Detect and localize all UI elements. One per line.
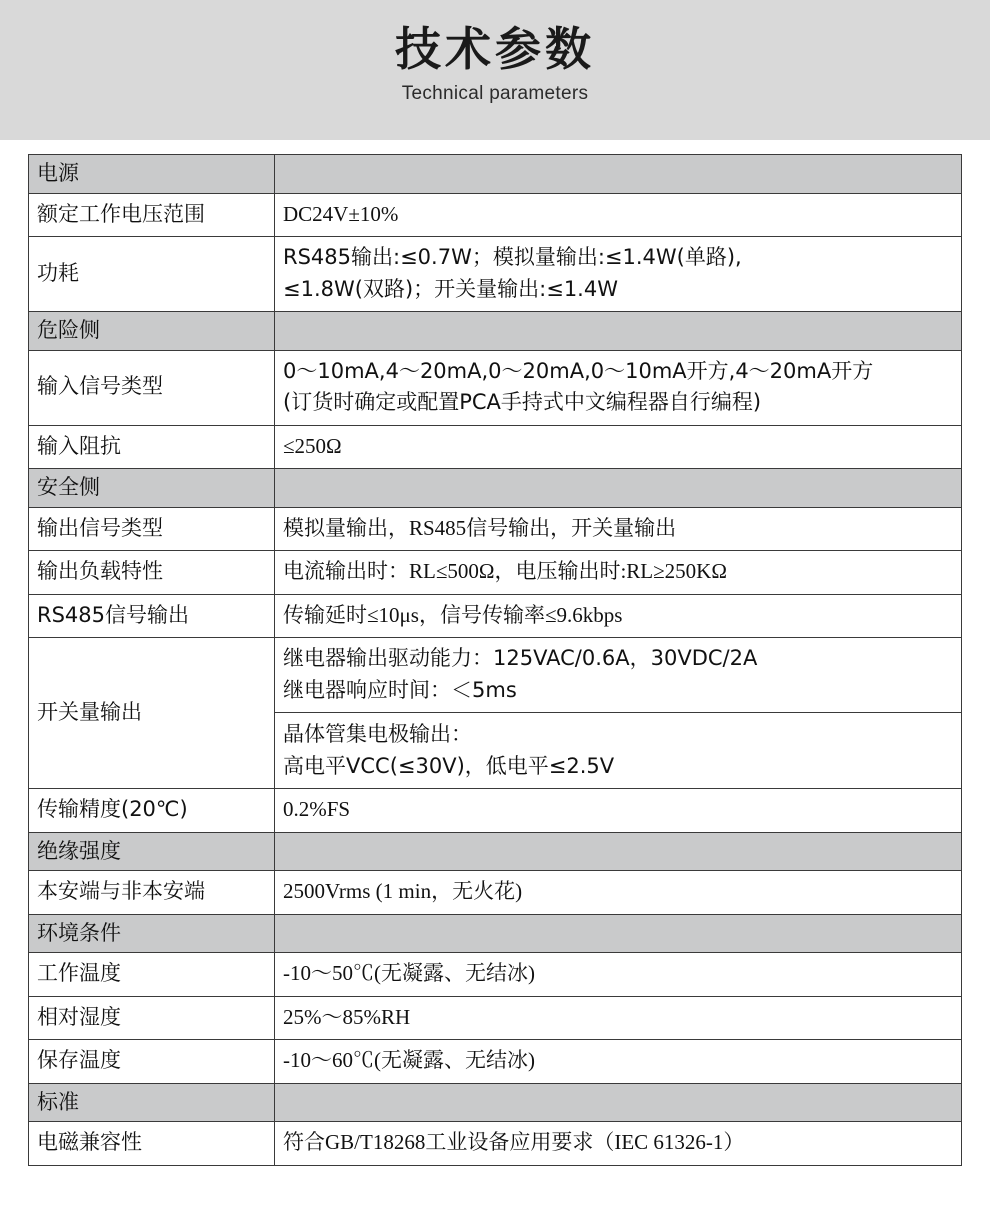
row-value-group	[283, 643, 953, 706]
section-label: 危险侧	[29, 312, 275, 351]
row-label: 开关量输出	[29, 638, 275, 789]
table-row	[29, 551, 962, 595]
table-row	[29, 996, 962, 1040]
page-subtitle: Technical parameters	[401, 82, 589, 104]
section-value-empty	[275, 1083, 962, 1122]
row-label: 功耗	[29, 237, 275, 312]
row-label: 电磁兼容性	[29, 1122, 275, 1166]
row-value: DC24V±10%	[275, 193, 962, 237]
table-row	[29, 425, 962, 469]
section-value-empty	[275, 914, 962, 953]
row-value	[275, 638, 962, 789]
row-label: 本安端与非本安端	[29, 871, 275, 915]
table-row	[29, 507, 962, 551]
table-section-row	[29, 832, 962, 871]
section-value-empty	[275, 155, 962, 194]
row-label: 输出信号类型	[29, 507, 275, 551]
table-section-row	[29, 914, 962, 953]
row-label: 输出负载特性	[29, 551, 275, 595]
row-value-line: ≤1.8W(双路)；开关量输出:≤1.4W	[283, 276, 618, 301]
row-value: -10～60℃(无凝露、无结冰)	[275, 1040, 962, 1084]
row-value: ≤250Ω	[275, 425, 962, 469]
table-row	[29, 594, 962, 638]
row-label: 相对湿度	[29, 996, 275, 1040]
row-value	[275, 350, 962, 425]
row-label: 保存温度	[29, 1040, 275, 1084]
table-row	[29, 789, 962, 833]
section-label: 绝缘强度	[29, 832, 275, 871]
row-label: RS485信号输出	[29, 594, 275, 638]
table-section-row	[29, 312, 962, 351]
table-row	[29, 638, 962, 789]
section-value-empty	[275, 469, 962, 508]
row-value: 模拟量输出，RS485信号输出，开关量输出	[275, 507, 962, 551]
row-value-line: 高电平VCC(≤30V)，低电平≤2.5V	[283, 753, 615, 778]
row-value: 传输延时≤10μs，信号传输率≤9.6kbps	[275, 594, 962, 638]
table-section-row	[29, 155, 962, 194]
table-row	[29, 871, 962, 915]
row-value: 电流输出时：RL≤500Ω，电压输出时:RL≥250KΩ	[275, 551, 962, 595]
table-row	[29, 1122, 962, 1166]
row-label: 额定工作电压范围	[29, 193, 275, 237]
row-value-group	[275, 712, 961, 782]
section-label: 安全侧	[29, 469, 275, 508]
row-value-line: (订货时确定或配置PCA手持式中文编程器自行编程)	[283, 390, 762, 414]
row-label: 传输精度(20℃)	[29, 789, 275, 833]
section-label: 标准	[29, 1083, 275, 1122]
section-value-empty	[275, 312, 962, 351]
row-label: 输入阻抗	[29, 425, 275, 469]
page-title: 技术参数	[395, 22, 595, 76]
section-value-empty	[275, 832, 962, 871]
row-value-line: 晶体管集电极输出：	[283, 722, 472, 746]
table-row	[29, 953, 962, 997]
row-value: 2500Vrms (1 min，无火花)	[275, 871, 962, 915]
table-section-row	[29, 469, 962, 508]
table-row	[29, 193, 962, 237]
spec-table	[28, 154, 962, 1166]
page-header	[0, 0, 990, 140]
row-value: 25%～85%RH	[275, 996, 962, 1040]
row-value: 符合GB/T18268工业设备应用要求（IEC 61326-1）	[275, 1122, 962, 1166]
section-label: 环境条件	[29, 914, 275, 953]
row-value-line: 继电器响应时间：＜5ms	[283, 677, 517, 702]
row-label: 输入信号类型	[29, 350, 275, 425]
row-value-line: 继电器输出驱动能力：125VAC/0.6A，30VDC/2A	[283, 646, 758, 670]
table-row	[29, 1040, 962, 1084]
row-value: -10～50℃(无凝露、无结冰)	[275, 953, 962, 997]
spec-table-wrap	[0, 140, 990, 1166]
table-section-row	[29, 1083, 962, 1122]
table-row	[29, 237, 962, 312]
row-label: 工作温度	[29, 953, 275, 997]
row-value-line: RS485输出:≤0.7W；模拟量输出:≤1.4W(单路),	[283, 245, 742, 269]
table-row	[29, 350, 962, 425]
section-label: 电源	[29, 155, 275, 194]
row-value: 0.2%FS	[275, 789, 962, 833]
row-value	[275, 237, 962, 312]
row-value-line: 0～10mA,4～20mA,0～20mA,0～10mA开方,4～20mA开方	[283, 358, 874, 383]
